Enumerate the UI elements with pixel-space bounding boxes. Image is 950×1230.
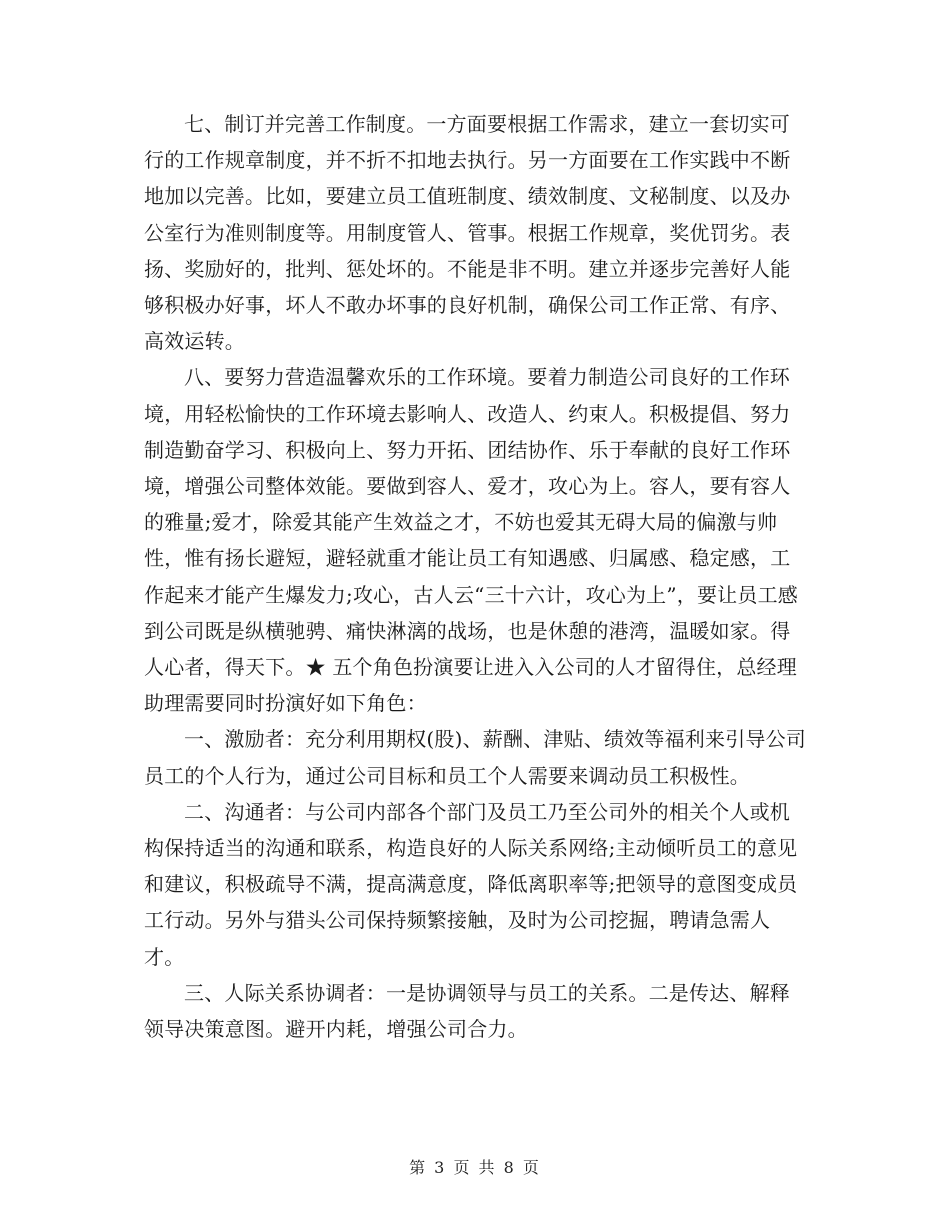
paragraph-role-motivator: 一、激励者：充分利用期权(股)、薪酬、津贴、绩效等福利来引导公司员工的个人行为，通过公司目标和员工个人需要来调动员工积极性。 bbox=[144, 727, 807, 788]
paragraph-role-coordinator: 三、人际关系协调者：一是协调领导与员工的关系。二是传达、解释领导决策意图。避开内耗，增强公司合力。 bbox=[144, 980, 790, 1042]
document-body bbox=[144, 106, 808, 1047]
page-number-footer: 第 3 页 共 8 页 bbox=[409, 1158, 541, 1177]
paragraph-role-communicator: 二、沟通者：与公司内部各个部门及员工乃至公司外的相关个人或机构保持适当的沟通和联系，构造良好的人际关系网络;主动倾听员工的意见和建议，积极疏导不满，提高满意度，降低离职率等;把领导的意图变成员工行动。另外与猎头公司保持频繁接触，及时为公司挖掘，聘请急需人才。 bbox=[144, 799, 798, 969]
paragraph-section-8: 八、要努力营造温馨欢乐的工作环境。要着力制造公司良好的工作环境，用轻松愉快的工作环境去影响人、改造人、约束人。积极提倡、努力制造勤奋学习、积极向上、努力开拓、团结协作、乐于奉献的良好工作环境，增强公司整体效能。要做到容人、爱才，攻心为上。容人，要有容人的雅量;爱才，除爱其能产生效益之才，不妨也爱其无碍大局的偏激与帅性，惟有扬长避短，避轻就重才能让员工有知遇感、归属感、稳定感，工作起来才能产生爆发力;攻心，古人云“三十六计，攻心为上”，要让员工感到公司既是纵横驰骋、痛快淋漓的战场，也是休憩的港湾，温暖如家。得人心者，得天下。★ 五个角色扮演要让进入入公司的人才留得住，总经理助理需要同时扮演好如下角色： bbox=[144, 365, 798, 716]
paragraph-section-7: 七、制订并完善工作制度。一方面要根据工作需求，建立一套切实可行的工作规章制度，并不折不扣地去执行。另一方面要在工作实践中不断地加以完善。比如，要建立员工值班制度、绩效制度、文秘制度、以及办公室行为准则制度等。用制度管人、管事。根据工作规章，奖优罚劣。表扬、奖励好的，批判、惩处坏的。不能是非不明。建立并逐步完善好人能够积极办好事，坏人不敢办坏事的良好机制，确保公司工作正常、有序、高效运转。 bbox=[144, 112, 791, 354]
